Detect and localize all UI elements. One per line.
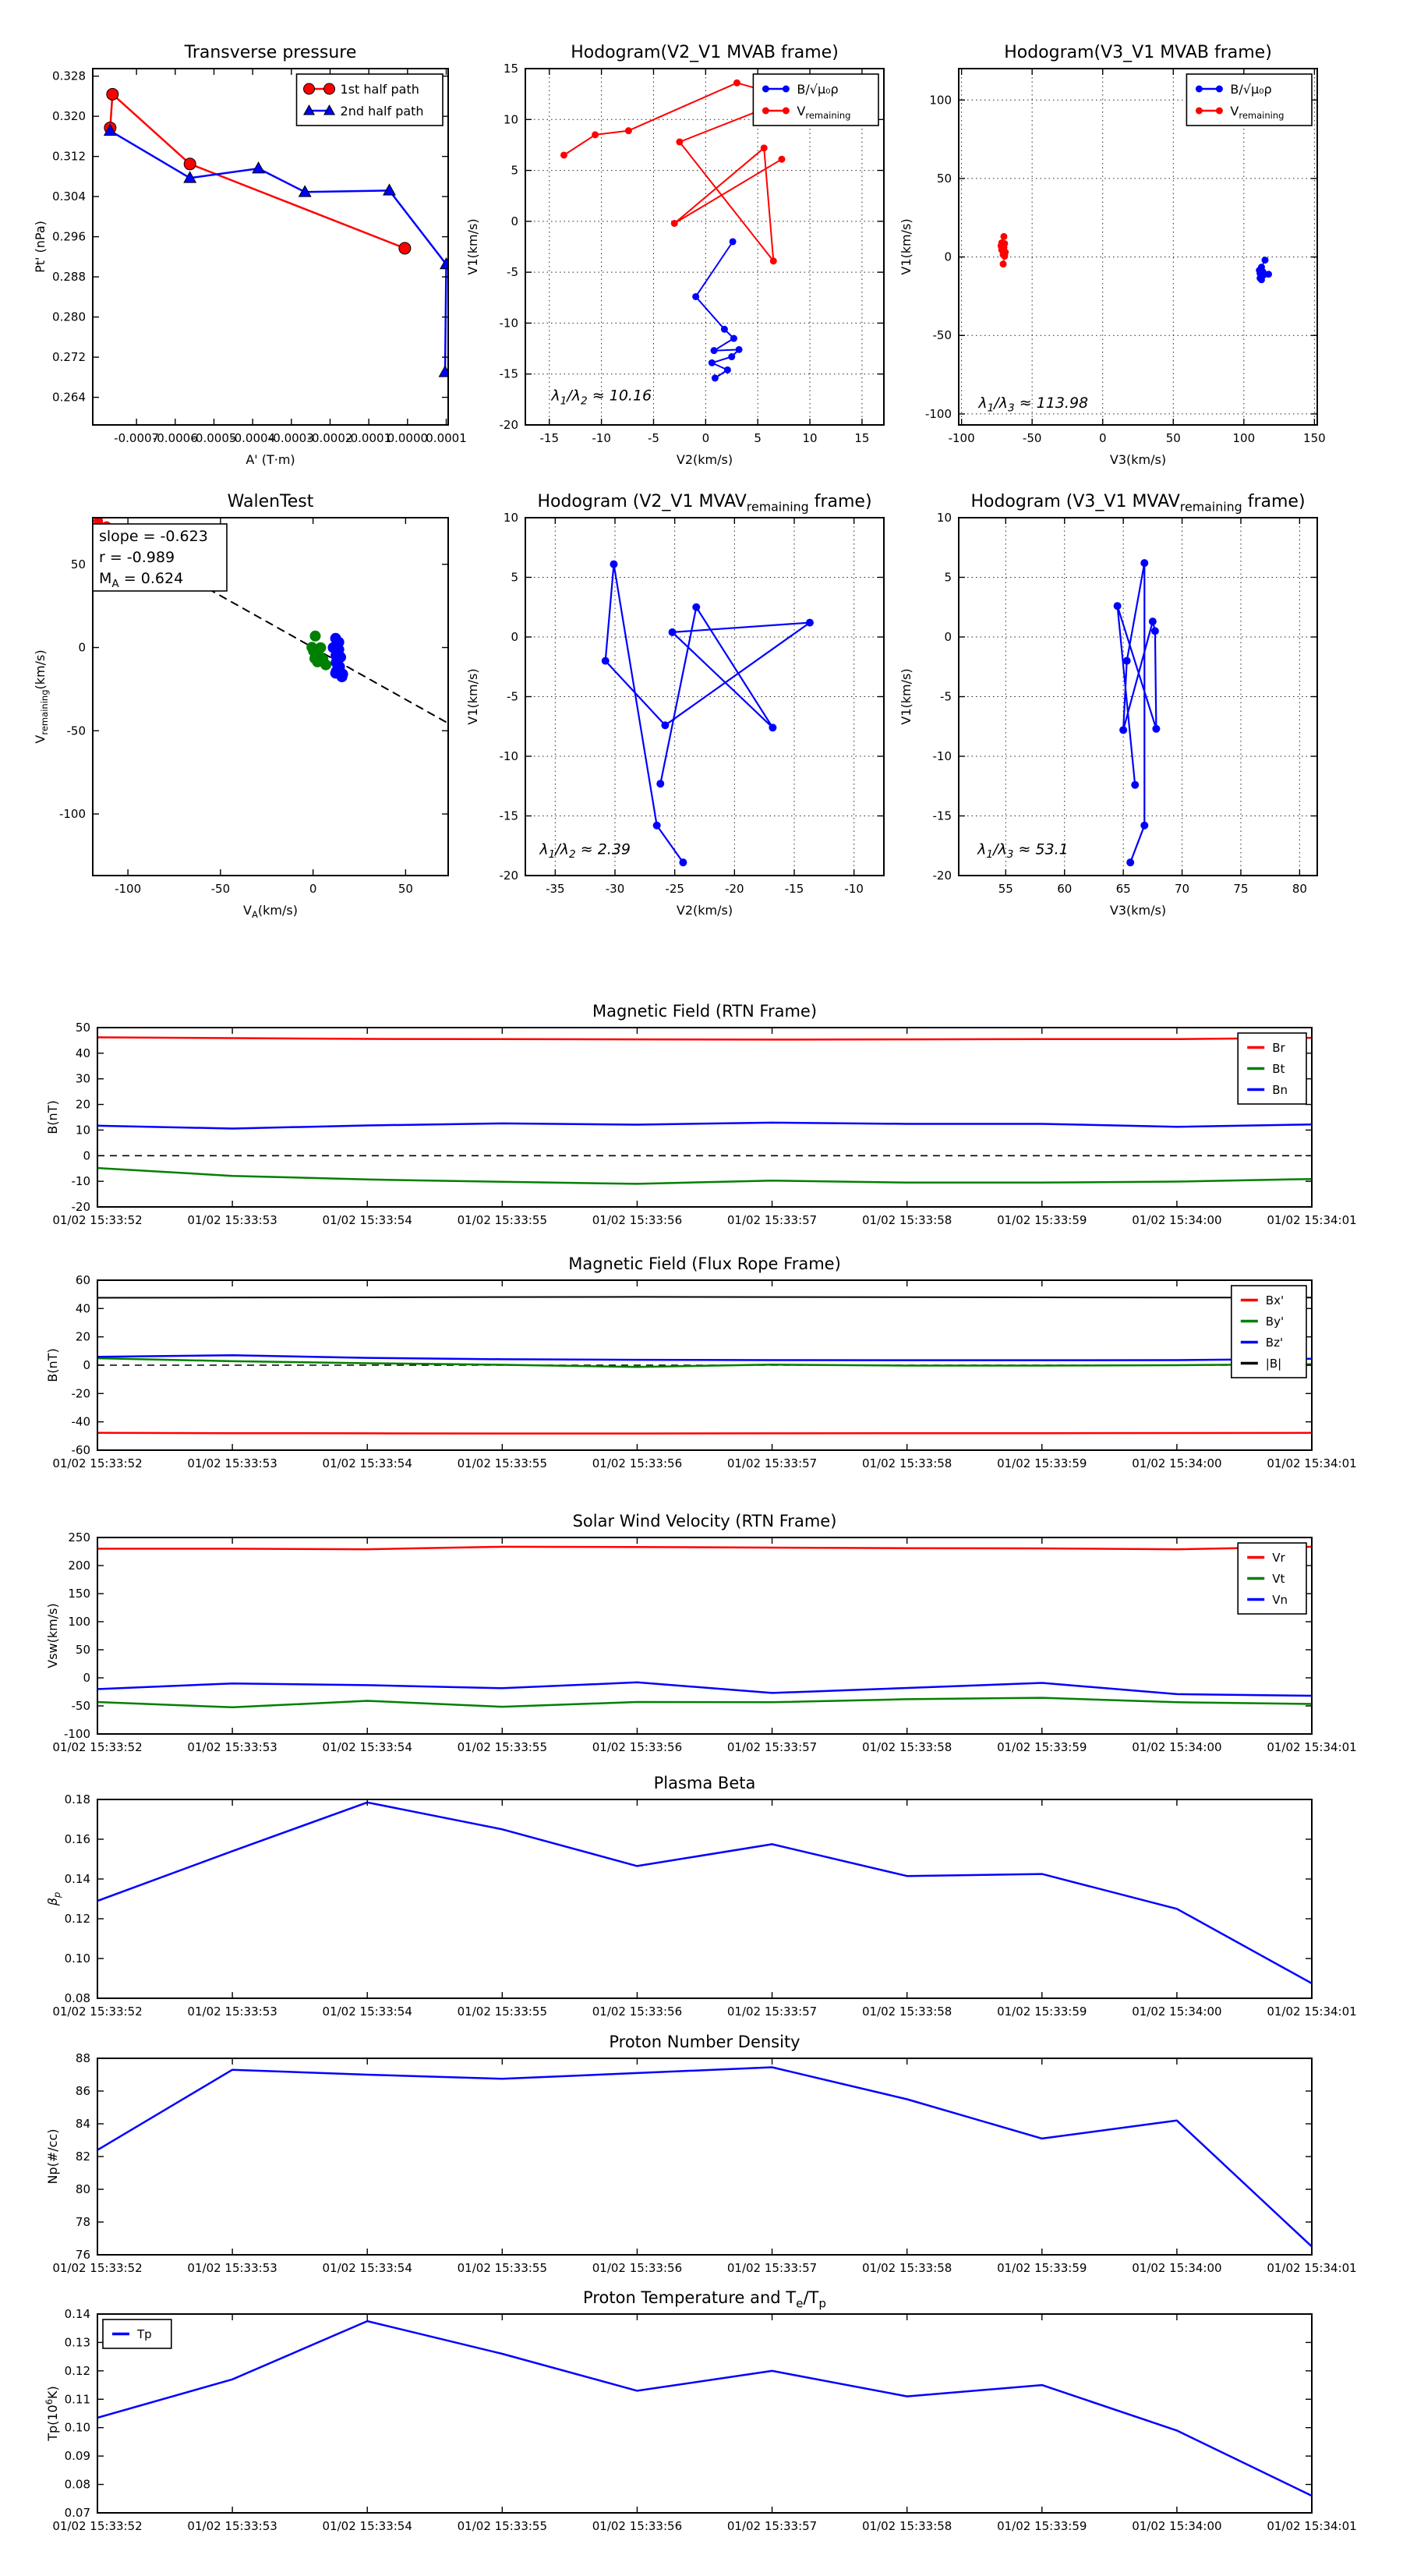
svg-text:B/√μ₀ρ: B/√μ₀ρ xyxy=(1230,81,1272,97)
svg-text:-50: -50 xyxy=(66,724,86,738)
svg-text:50: 50 xyxy=(75,1021,90,1035)
svg-text:50: 50 xyxy=(1165,431,1181,445)
svg-text:-15: -15 xyxy=(499,809,518,823)
plot-walen-test xyxy=(33,492,448,920)
svg-text:V3(km/s): V3(km/s) xyxy=(1109,903,1167,918)
svg-text:150: 150 xyxy=(68,1587,90,1601)
svg-text:B(nT): B(nT) xyxy=(45,1100,60,1134)
svg-text:0: 0 xyxy=(944,249,952,264)
svg-text:01/02 15:33:54: 01/02 15:33:54 xyxy=(322,1456,412,1470)
svg-text:15: 15 xyxy=(503,62,518,76)
svg-text:-35: -35 xyxy=(546,882,565,896)
svg-text:10: 10 xyxy=(75,1123,90,1138)
svg-text:-100: -100 xyxy=(58,807,86,822)
svg-text:01/02 15:33:57: 01/02 15:33:57 xyxy=(726,1456,818,1470)
svg-text:50: 50 xyxy=(70,557,86,571)
svg-text:V2(km/s): V2(km/s) xyxy=(676,452,733,467)
svg-text:-100: -100 xyxy=(63,1727,90,1741)
svg-text:Tp(106K): $Tp(10^6K)$ xyxy=(43,2386,60,2441)
svg-text:01/02 15:34:01: 01/02 15:34:01 xyxy=(1267,2519,1357,2533)
svg-text:Vsw(km/s): Vsw(km/s) xyxy=(45,1603,60,1668)
svg-text:B/√μ₀ρ: B/√μ₀ρ xyxy=(797,81,839,97)
svg-text:01/02 15:33:56: 01/02 15:33:56 xyxy=(592,1456,683,1470)
svg-text:0.264: 0.264 xyxy=(52,390,86,405)
plot-title: Magnetic Field (RTN Frame) xyxy=(592,1002,818,1021)
svg-text:01/02 15:33:54: 01/02 15:33:54 xyxy=(322,1740,412,1754)
svg-text:-0.0007: -0.0007 xyxy=(114,431,160,445)
svg-text:-15: -15 xyxy=(499,366,518,381)
svg-text:-10: -10 xyxy=(592,431,611,445)
svg-text:0: 0 xyxy=(83,1671,90,1685)
svg-text:01/02 15:33:52: 01/02 15:33:52 xyxy=(52,1740,143,1754)
svg-text:01/02 15:33:55: 01/02 15:33:55 xyxy=(457,2261,548,2275)
svg-text:01/02 15:34:01: 01/02 15:34:01 xyxy=(1267,2005,1357,2019)
plot-vsw-rtn xyxy=(45,1512,1357,1754)
svg-text:01/02 15:34:01: 01/02 15:34:01 xyxy=(1267,1213,1357,1227)
svg-text:15: 15 xyxy=(854,431,870,445)
svg-text:Br: Br xyxy=(1272,1040,1285,1055)
svg-text:40: 40 xyxy=(75,1301,90,1316)
plot-title: Hodogram(V2_V1 MVAB frame) xyxy=(571,43,839,62)
svg-text:-50: -50 xyxy=(210,882,231,896)
svg-text:0.312: 0.312 xyxy=(52,149,86,164)
svg-text:-50: -50 xyxy=(932,328,952,343)
svg-text:78: 78 xyxy=(75,2215,90,2229)
svg-text:-5: -5 xyxy=(507,265,518,280)
svg-text:0.304: 0.304 xyxy=(52,189,86,204)
svg-text:-25: -25 xyxy=(665,882,684,896)
svg-text:80: 80 xyxy=(75,2182,90,2196)
svg-text:λ1/λ3 ≈ 53.1: $\lambda_1/\lambda_3 \approx 53.1$ xyxy=(977,840,1069,862)
svg-text:01/02 15:34:00: 01/02 15:34:00 xyxy=(1132,2005,1222,2019)
legend xyxy=(1232,1286,1306,1378)
svg-text:0.07: 0.07 xyxy=(64,2506,90,2520)
svg-text:By': By' xyxy=(1265,1314,1285,1329)
plot-title: Magnetic Field (Flux Rope Frame) xyxy=(568,1254,841,1273)
svg-text:5: 5 xyxy=(511,163,518,178)
plot-title: Proton Temperature and $T_e/T_p$ xyxy=(583,2288,826,2311)
svg-text:10: 10 xyxy=(503,112,518,127)
svg-text:01/02 15:33:53: 01/02 15:33:53 xyxy=(187,2005,277,2019)
svg-text:65: 65 xyxy=(1115,882,1131,896)
svg-text:01/02 15:33:56: 01/02 15:33:56 xyxy=(592,2005,683,2019)
plot-hodogram-v2v1-mvab xyxy=(465,43,884,467)
svg-text:60: 60 xyxy=(75,1273,90,1287)
plot-plasma-beta xyxy=(45,1774,1357,2019)
svg-text:-15: -15 xyxy=(784,882,804,896)
plot-proton-density xyxy=(45,2033,1357,2275)
svg-text:30: 30 xyxy=(75,1071,90,1086)
svg-text:0.09: 0.09 xyxy=(64,2449,90,2464)
svg-text:01/02 15:33:53: 01/02 15:33:53 xyxy=(187,1213,277,1227)
svg-text:0.14: 0.14 xyxy=(64,2307,90,2321)
plot-title: Hodogram (V3_V1 $MVAV_{remaining}$ frame) xyxy=(970,492,1306,515)
svg-text:0.0001: 0.0001 xyxy=(426,431,467,445)
plot-mag-rtn xyxy=(45,1002,1357,1227)
svg-text:0.14: 0.14 xyxy=(64,1872,90,1886)
plot-hodogram-v3v1-mvav xyxy=(899,492,1317,918)
svg-text:100: 100 xyxy=(929,93,952,108)
svg-text:-20: -20 xyxy=(725,882,744,896)
svg-text:0: 0 xyxy=(83,1358,90,1372)
svg-text:01/02 15:33:59: 01/02 15:33:59 xyxy=(997,1213,1087,1227)
svg-text:01/02 15:34:01: 01/02 15:34:01 xyxy=(1267,2261,1357,2275)
svg-text:Bn: Bn xyxy=(1272,1082,1288,1097)
svg-text:50: 50 xyxy=(936,171,952,186)
svg-text:0: 0 xyxy=(511,630,518,644)
plot-title: Transverse pressure xyxy=(184,43,357,62)
plot-title: WalenTest xyxy=(227,492,314,511)
svg-text:86: 86 xyxy=(75,2084,90,2098)
svg-text:01/02 15:33:54: 01/02 15:33:54 xyxy=(322,2261,412,2275)
svg-text:5: 5 xyxy=(511,570,518,585)
svg-text:0.12: 0.12 xyxy=(64,1912,90,1926)
svg-text:V1(km/s): V1(km/s) xyxy=(465,218,480,275)
svg-text:-40: -40 xyxy=(71,1414,90,1429)
svg-text:01/02 15:33:59: 01/02 15:33:59 xyxy=(997,2005,1087,2019)
svg-text:10: 10 xyxy=(936,511,952,525)
svg-text:20: 20 xyxy=(75,1097,90,1112)
svg-text:0.08: 0.08 xyxy=(64,2477,90,2492)
plot-hodogram-v2v1-mvav xyxy=(465,492,884,918)
svg-text:01/02 15:33:56: 01/02 15:33:56 xyxy=(592,1213,683,1227)
svg-text:-10: -10 xyxy=(499,749,518,763)
svg-text:01/02 15:33:59: 01/02 15:33:59 xyxy=(997,1740,1087,1754)
svg-text:-5: -5 xyxy=(647,431,659,445)
svg-text:Vremaining: $V_{remaining}$ xyxy=(797,103,851,121)
svg-text:0.0000: 0.0000 xyxy=(387,431,429,445)
svg-text:-10: -10 xyxy=(499,316,518,331)
svg-text:Bz': Bz' xyxy=(1265,1335,1284,1350)
legend xyxy=(753,74,878,126)
svg-text:82: 82 xyxy=(75,2150,90,2164)
svg-text:01/02 15:33:55: 01/02 15:33:55 xyxy=(457,1740,548,1754)
svg-text:slope = -0.623: slope = -0.623 xyxy=(99,528,208,545)
plot-title: Plasma Beta xyxy=(653,1774,756,1792)
svg-text:01/02 15:34:00: 01/02 15:34:00 xyxy=(1132,2261,1222,2275)
svg-text:01/02 15:33:55: 01/02 15:33:55 xyxy=(457,1456,548,1470)
svg-text:-15: -15 xyxy=(539,431,560,445)
svg-text:-0.0002: -0.0002 xyxy=(307,431,353,445)
svg-text:01/02 15:33:54: 01/02 15:33:54 xyxy=(322,2005,412,2019)
svg-text:0.13: 0.13 xyxy=(64,2335,90,2350)
svg-text:-100: -100 xyxy=(924,406,952,421)
svg-text:01/02 15:33:59: 01/02 15:33:59 xyxy=(997,2261,1087,2275)
svg-text:V1(km/s): V1(km/s) xyxy=(899,668,914,725)
svg-text:0.10: 0.10 xyxy=(64,2420,90,2435)
svg-text:01/02 15:33:52: 01/02 15:33:52 xyxy=(52,1456,143,1470)
svg-text:Bt: Bt xyxy=(1272,1061,1285,1076)
svg-text:0: 0 xyxy=(944,630,952,644)
svg-text:40: 40 xyxy=(75,1046,90,1060)
svg-text:0.12: 0.12 xyxy=(64,2363,90,2378)
svg-text:01/02 15:34:00: 01/02 15:34:00 xyxy=(1132,1456,1222,1470)
plot-proton-temp xyxy=(44,2288,1357,2533)
svg-text:-10: -10 xyxy=(844,882,864,896)
svg-text:λ1/λ2 ≈ 2.39: $\lambda_1/\lambda_2 \approx 2.39$ xyxy=(539,840,631,862)
svg-text:-0.0005: -0.0005 xyxy=(191,431,237,445)
svg-text:-50: -50 xyxy=(71,1699,90,1713)
legend xyxy=(1238,1033,1306,1104)
svg-text:-20: -20 xyxy=(932,869,952,883)
svg-text:01/02 15:33:55: 01/02 15:33:55 xyxy=(457,2519,548,2533)
svg-text:|B|: |B| xyxy=(1265,1356,1282,1371)
svg-text:-50: -50 xyxy=(1022,431,1042,445)
svg-text:0.11: 0.11 xyxy=(64,2392,90,2407)
svg-text:01/02 15:33:55: 01/02 15:33:55 xyxy=(457,1213,548,1227)
svg-text:0: 0 xyxy=(83,1148,90,1163)
svg-text:Pt' (nPa): Pt' (nPa) xyxy=(33,221,48,273)
svg-text:λ1/λ2 ≈ 10.16: $\lambda_1/\lambda_2 \approx 10.16$ xyxy=(551,387,652,408)
svg-text:100: 100 xyxy=(1232,431,1256,445)
plot-title: Hodogram (V2_V1 $MVAV_{remaining}$ frame) xyxy=(537,492,872,515)
svg-text:01/02 15:33:53: 01/02 15:33:53 xyxy=(187,2519,277,2533)
svg-text:2nd half path: 2nd half path xyxy=(340,103,424,119)
plot-title: Hodogram(V3_V1 MVAB frame) xyxy=(1004,43,1272,62)
svg-text:01/02 15:33:52: 01/02 15:33:52 xyxy=(52,2261,143,2275)
svg-text:0.328: 0.328 xyxy=(52,69,86,83)
svg-text:01/02 15:33:53: 01/02 15:33:53 xyxy=(187,1740,277,1754)
svg-text:0: 0 xyxy=(309,882,317,896)
svg-text:01/02 15:34:00: 01/02 15:34:00 xyxy=(1132,2519,1222,2533)
svg-text:01/02 15:33:59: 01/02 15:33:59 xyxy=(997,1456,1087,1470)
svg-text:-10: -10 xyxy=(71,1174,90,1189)
svg-text:0.272: 0.272 xyxy=(52,350,86,365)
svg-text:A' (T·m): A' (T·m) xyxy=(246,452,295,467)
svg-text:-15: -15 xyxy=(932,809,952,823)
svg-text:-60: -60 xyxy=(71,1443,90,1457)
svg-text:20: 20 xyxy=(75,1329,90,1344)
svg-text:V1(km/s): V1(km/s) xyxy=(465,668,480,725)
svg-text:-30: -30 xyxy=(605,882,625,896)
svg-text:76: 76 xyxy=(75,2248,90,2262)
svg-text:VA(km/s): $V_A(km/s)$ xyxy=(243,903,298,920)
svg-text:0.280: 0.280 xyxy=(52,310,86,324)
svg-text:Np(#/cc): Np(#/cc) xyxy=(45,2128,60,2185)
plot-mag-fluxrope xyxy=(45,1254,1357,1470)
svg-text:01/02 15:33:58: 01/02 15:33:58 xyxy=(861,1456,952,1470)
svg-text:0.320: 0.320 xyxy=(52,109,86,124)
svg-text:01/02 15:33:58: 01/02 15:33:58 xyxy=(861,1213,952,1227)
svg-text:01/02 15:33:57: 01/02 15:33:57 xyxy=(726,1213,818,1227)
legend xyxy=(297,74,443,126)
svg-text:-5: -5 xyxy=(507,689,518,704)
plot-title: Solar Wind Velocity (RTN Frame) xyxy=(572,1512,837,1530)
svg-text:βp: $\beta_p$ xyxy=(45,1891,62,1906)
svg-text:75: 75 xyxy=(1233,882,1249,896)
svg-text:B(nT): B(nT) xyxy=(45,1348,60,1382)
svg-text:70: 70 xyxy=(1175,882,1190,896)
svg-text:-20: -20 xyxy=(499,418,518,432)
svg-text:55: 55 xyxy=(998,882,1013,896)
svg-text:01/02 15:33:57: 01/02 15:33:57 xyxy=(726,1740,818,1754)
svg-text:-0.0004: -0.0004 xyxy=(230,431,276,445)
svg-text:r = -0.989: r = -0.989 xyxy=(99,549,175,566)
svg-text:01/02 15:33:52: 01/02 15:33:52 xyxy=(52,2519,143,2533)
svg-text:MA = 0.624: $M_A = 0.624$ xyxy=(99,570,184,590)
svg-text:01/02 15:33:55: 01/02 15:33:55 xyxy=(457,2005,548,2019)
svg-text:01/02 15:33:58: 01/02 15:33:58 xyxy=(861,2261,952,2275)
svg-text:60: 60 xyxy=(1057,882,1073,896)
plot-hodogram-v3v1-mvab xyxy=(899,43,1326,467)
svg-text:0.10: 0.10 xyxy=(64,1951,90,1966)
svg-text:01/02 15:34:01: 01/02 15:34:01 xyxy=(1267,1740,1357,1754)
svg-text:84: 84 xyxy=(75,2117,90,2131)
svg-text:01/02 15:33:58: 01/02 15:33:58 xyxy=(861,2519,952,2533)
svg-text:10: 10 xyxy=(802,431,818,445)
svg-text:01/02 15:33:52: 01/02 15:33:52 xyxy=(52,1213,143,1227)
svg-text:01/02 15:34:01: 01/02 15:34:01 xyxy=(1267,1456,1357,1470)
svg-text:100: 100 xyxy=(68,1615,90,1629)
svg-text:-0.0001: -0.0001 xyxy=(346,431,392,445)
svg-text:0.288: 0.288 xyxy=(52,270,86,285)
svg-text:Vt: Vt xyxy=(1272,1571,1285,1586)
svg-text:5: 5 xyxy=(754,431,762,445)
svg-text:01/02 15:33:53: 01/02 15:33:53 xyxy=(187,2261,277,2275)
svg-text:0: 0 xyxy=(702,431,710,445)
svg-text:V3(km/s): V3(km/s) xyxy=(1109,452,1167,467)
svg-text:01/02 15:33:56: 01/02 15:33:56 xyxy=(592,2261,683,2275)
svg-text:01/02 15:33:54: 01/02 15:33:54 xyxy=(322,1213,412,1227)
svg-text:-0.0006: -0.0006 xyxy=(152,431,198,445)
svg-text:10: 10 xyxy=(503,511,518,525)
svg-text:01/02 15:33:58: 01/02 15:33:58 xyxy=(861,1740,952,1754)
svg-text:88: 88 xyxy=(75,2051,90,2065)
svg-text:-20: -20 xyxy=(499,869,518,883)
svg-text:01/02 15:33:58: 01/02 15:33:58 xyxy=(861,2005,952,2019)
svg-text:50: 50 xyxy=(75,1643,90,1657)
svg-text:Vremaining(km/s): $V_{remaining}(km/s)$ xyxy=(33,649,50,744)
svg-text:200: 200 xyxy=(68,1559,90,1573)
svg-text:0.18: 0.18 xyxy=(64,1792,90,1806)
svg-text:150: 150 xyxy=(1303,431,1326,445)
svg-text:-20: -20 xyxy=(71,1200,90,1214)
svg-text:01/02 15:33:57: 01/02 15:33:57 xyxy=(726,2519,818,2533)
legend xyxy=(103,2319,171,2348)
svg-text:5: 5 xyxy=(944,570,952,585)
svg-text:V1(km/s): V1(km/s) xyxy=(899,218,914,275)
svg-text:01/02 15:33:57: 01/02 15:33:57 xyxy=(726,2261,818,2275)
svg-text:250: 250 xyxy=(68,1530,90,1545)
svg-text:0.08: 0.08 xyxy=(64,1991,90,2005)
svg-text:01/02 15:34:00: 01/02 15:34:00 xyxy=(1132,1213,1222,1227)
legend xyxy=(1186,74,1312,126)
svg-text:λ1/λ3 ≈ 113.98: $\lambda_1/\lambda_3 \approx 113.98$ xyxy=(978,394,1089,415)
svg-text:-5: -5 xyxy=(940,689,952,704)
svg-text:0: 0 xyxy=(1098,431,1107,445)
svg-text:Vr: Vr xyxy=(1272,1550,1285,1565)
plot-transverse-pressure xyxy=(33,43,467,467)
svg-text:-20: -20 xyxy=(71,1386,90,1401)
svg-text:01/02 15:33:59: 01/02 15:33:59 xyxy=(997,2519,1087,2533)
svg-text:V2(km/s): V2(km/s) xyxy=(676,903,733,918)
svg-text:0.296: 0.296 xyxy=(52,229,86,244)
svg-text:-100: -100 xyxy=(948,431,975,445)
svg-text:50: 50 xyxy=(398,882,413,896)
svg-text:01/02 15:33:57: 01/02 15:33:57 xyxy=(726,2005,818,2019)
svg-text:Vremaining: $V_{remaining}$ xyxy=(1230,103,1285,121)
svg-text:1st half path: 1st half path xyxy=(340,81,419,97)
svg-text:01/02 15:33:52: 01/02 15:33:52 xyxy=(52,2005,143,2019)
svg-text:-100: -100 xyxy=(115,882,142,896)
svg-text:0: 0 xyxy=(511,214,518,228)
svg-text:80: 80 xyxy=(1292,882,1307,896)
svg-text:01/02 15:33:53: 01/02 15:33:53 xyxy=(187,1456,277,1470)
svg-text:0.16: 0.16 xyxy=(64,1832,90,1846)
svg-text:-0.0003: -0.0003 xyxy=(268,431,314,445)
svg-text:0: 0 xyxy=(78,640,86,655)
svg-text:01/02 15:33:54: 01/02 15:33:54 xyxy=(322,2519,412,2533)
legend xyxy=(1238,1543,1306,1614)
svg-text:Tp: Tp xyxy=(137,2327,152,2341)
svg-text:Vn: Vn xyxy=(1272,1592,1288,1607)
svg-text:01/02 15:34:00: 01/02 15:34:00 xyxy=(1132,1740,1222,1754)
svg-text:01/02 15:33:56: 01/02 15:33:56 xyxy=(592,1740,683,1754)
plot-title: Proton Number Density xyxy=(609,2033,800,2051)
svg-text:-10: -10 xyxy=(932,749,952,763)
svg-text:01/02 15:33:56: 01/02 15:33:56 xyxy=(592,2519,683,2533)
svg-text:Bx': Bx' xyxy=(1265,1293,1285,1307)
